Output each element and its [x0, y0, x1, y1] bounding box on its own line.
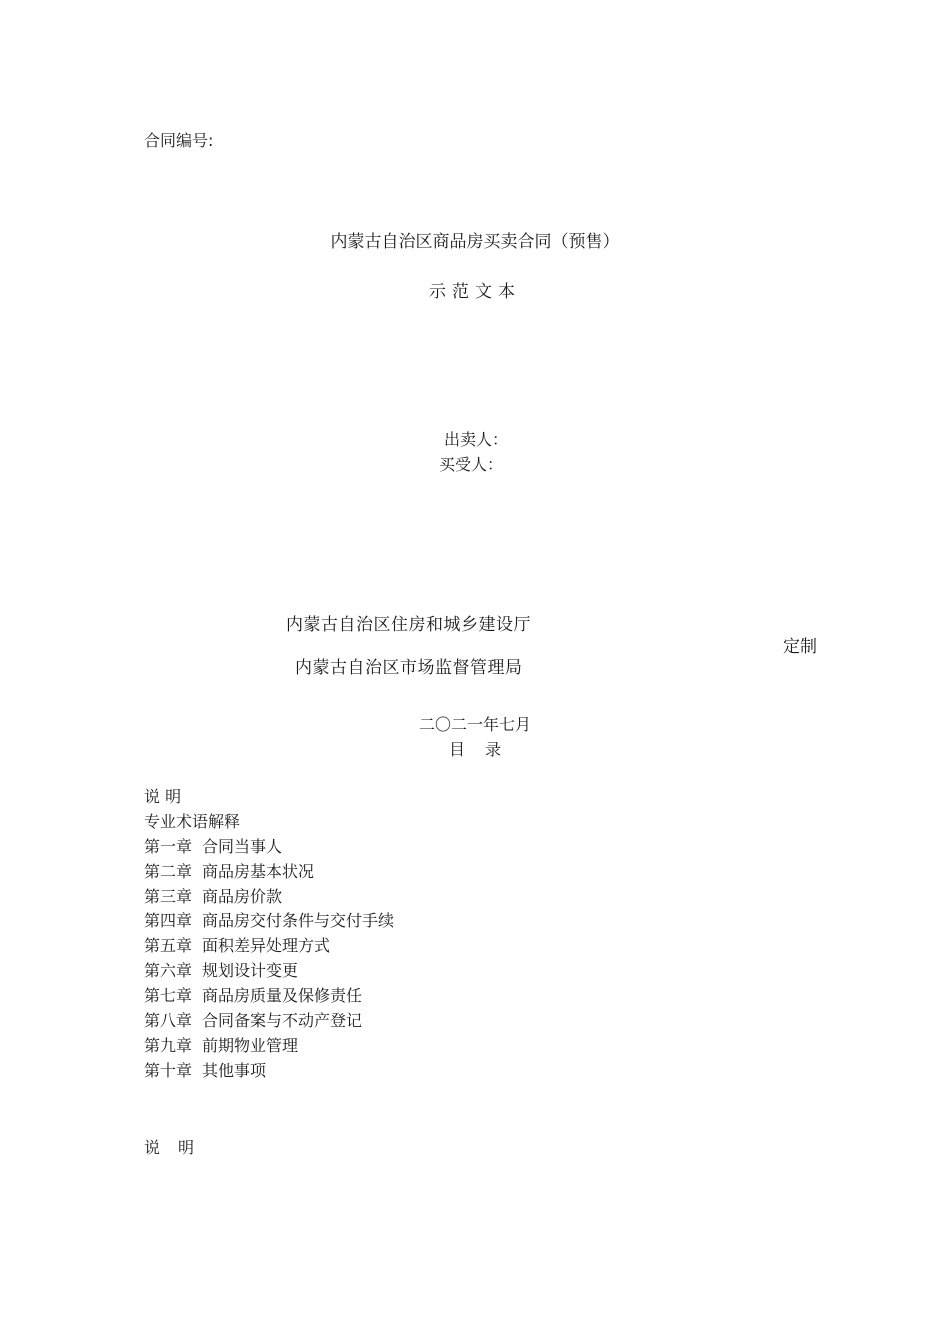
toc-chapter-name: 前期物业管理 — [202, 1035, 299, 1055]
toc-chapter: 第十章 — [144, 1060, 193, 1080]
toc-item — [144, 886, 394, 911]
contract-number-label: 合同编号: — [144, 131, 214, 150]
buyer-label: 买受人： — [439, 455, 504, 474]
toc-item — [144, 960, 394, 985]
toc-title: 目录 — [448, 740, 521, 759]
toc-chapter: 第九章 — [144, 1035, 193, 1055]
toc-chapter-name: 规划设计变更 — [202, 961, 299, 981]
toc-chapter-name: 商品房基本状况 — [202, 861, 315, 881]
seller-label: 出卖人： — [444, 430, 509, 449]
toc-chapter-name: 商品房交付条件与交付手续 — [202, 911, 395, 931]
toc-chapter: 第六章 — [144, 961, 193, 981]
toc-chapter: 第八章 — [144, 1011, 193, 1031]
toc-item — [144, 1035, 394, 1060]
toc-chapter: 专业术语解释 — [144, 811, 241, 831]
toc-item — [144, 836, 394, 861]
issuer-market-regulation-bureau: 内蒙古自治区市场监督管理局 — [295, 658, 523, 678]
toc-item — [144, 786, 394, 811]
toc-item — [144, 1060, 394, 1085]
toc-chapter-name: 商品房质量及保修责任 — [202, 986, 363, 1006]
toc-chapter: 第三章 — [144, 886, 193, 906]
issuer-housing-department: 内蒙古自治区住房和城乡建设厅 — [286, 615, 531, 635]
toc-chapter-name: 合同当事人 — [202, 836, 283, 856]
toc-item — [144, 861, 394, 886]
toc-chapter-name: 其他事项 — [202, 1060, 267, 1080]
toc-chapter: 第一章 — [144, 836, 193, 856]
toc-item — [144, 1010, 394, 1035]
toc-chapter: 第四章 — [144, 911, 193, 931]
toc-chapter-name: 面积差异处理方式 — [202, 936, 331, 956]
toc-chapter: 第五章 — [144, 936, 193, 956]
toc-chapter-name: 合同备案与不动产登记 — [202, 1011, 363, 1031]
explanation-heading: 说明 — [144, 1138, 213, 1157]
toc-item — [144, 985, 394, 1010]
toc-chapter-name: 商品房价款 — [202, 886, 283, 906]
toc-chapter: 第二章 — [144, 861, 193, 881]
toc-chapter: 说 明 — [144, 787, 182, 806]
toc-item — [144, 935, 394, 960]
toc-item — [144, 910, 394, 935]
toc-chapter: 第七章 — [144, 986, 193, 1006]
document-date: 二〇二一年七月 — [418, 715, 531, 734]
document-subtitle: 示范文本 — [429, 282, 521, 302]
toc-item — [144, 811, 394, 836]
issued-label: 定制 — [783, 637, 817, 657]
document-title: 内蒙古自治区商品房买卖合同（预售） — [330, 232, 620, 252]
table-of-contents — [144, 786, 394, 1085]
